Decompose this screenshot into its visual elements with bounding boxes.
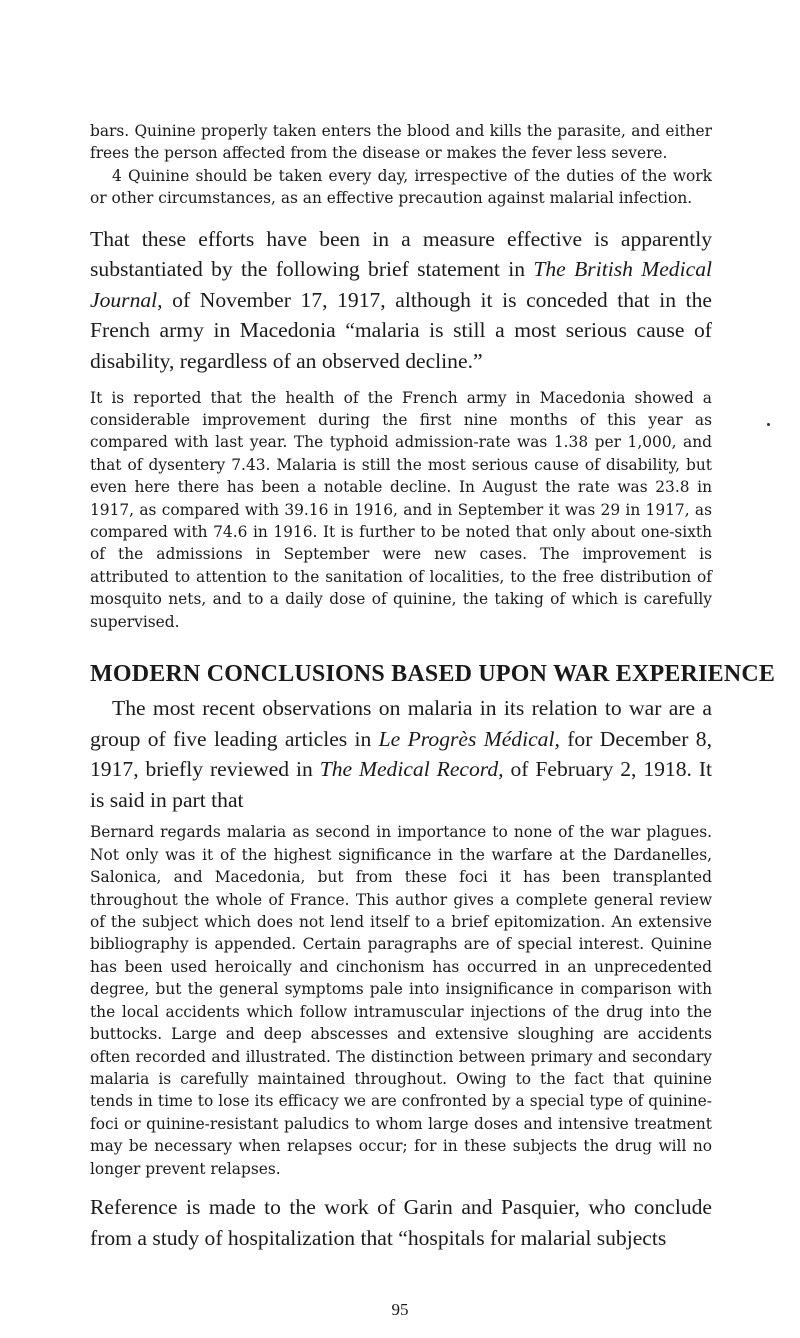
journal-title-bmj: The British Medical Journal, xyxy=(90,257,712,312)
paragraph-recent-observations xyxy=(90,693,712,815)
page-body xyxy=(90,120,776,1253)
recent-text-1: The most recent observations on malaria in its relation to war are a group of five leading articles in xyxy=(90,696,712,751)
recent-text-3: of February 2, 1918. It is said in part that xyxy=(90,757,713,812)
section-heading: MODERN CONCLUSIONS BASED UPON WAR EXPERIENCE xyxy=(90,661,776,688)
journal-title-progres: Le Progrès Médical, xyxy=(378,726,560,751)
page-number: 95 xyxy=(391,1300,409,1319)
quote-bernard: Bernard regards malaria as second in importance to none of the war plagues. Not only was it of the highest significance in the warfare at the Dardanelles, Salonica, and Macedonia, but from these foci it has been transplanted throughout the whole of France. This author gives a complete general review of the subject which does not lend itself to a brief epitomization. An extensive bibliography is appended. Certain paragraphs are of special interest. Quinine has been used heroically and cinchonism has occurred in an unprecedented degree, but the general symptoms pale into insignificance in comparison with the local accidents which follow intramuscular injections of the drug into the buttocks. Large and deep abscesses and extensive sloughing are accidents often recorded and illustrated. The distinction between primary and secondary malaria is carefully maintained throughout. Owing to the fact that quinine tends in time to lose its efficacy we are confronted by a special type of quinine-foci or quinine-resistant paludics to whom large doses and intensive treatment may be necessary when relapses occur; for in these subjects the drug will no longer prevent relapses. xyxy=(90,823,712,1178)
statement-text-2: of November 17, 1917, although it is conceded that in the French army in Macedonia “malaria is still a most serious cause of disability, regardless of an observed decline.” xyxy=(90,287,712,373)
stray-ink-mark xyxy=(767,423,770,426)
paragraph-garin: Reference is made to the work of Garin and Pasquier, who conclude from a study of hospitalization that “hospitals for malarial subjects xyxy=(90,1194,712,1250)
paragraph-statement xyxy=(90,224,712,377)
statement-text-1: That these efforts have been in a measure effective is apparently substantiated by the following brief statement in xyxy=(90,226,712,282)
quote-french-army: It is reported that the health of the French army in Macedonia showed a considerable improvement during the first nine months of this year as compared with last year. The typhoid admission-rate was 1.38 per 1,000, and that of dysentery 7.43. Malaria is still the most serious cause of disability, but even here there has been a notable decline. In August the rate was 23.8 in 1917, as compared with 39.16 in 1916, and in September it was 29 in 1917, as compared with 74.6 in 1916. It is further to be noted that only about one-sixth of the admissions in September were new cases. The improvement is attributed to attention to the sanitation of localities, to the free distribution of mosquito nets, and to a daily dose of quinine, the taking of which is carefully supervised. xyxy=(90,388,712,631)
paragraph-item-4: 4 Quinine should be taken every day, irrespective of the duties of the work or other circumstances, as an effective precaution against malarial infection. xyxy=(90,166,712,208)
recent-text-2: for December 8, 1917, briefly reviewed in xyxy=(90,726,712,782)
journal-title-record: The Medical Record, xyxy=(319,757,504,782)
paragraph-continued: bars. Quinine properly taken enters the blood and kills the parasite, and either frees the person affected from the disease or makes the fever less severe. xyxy=(90,122,712,163)
